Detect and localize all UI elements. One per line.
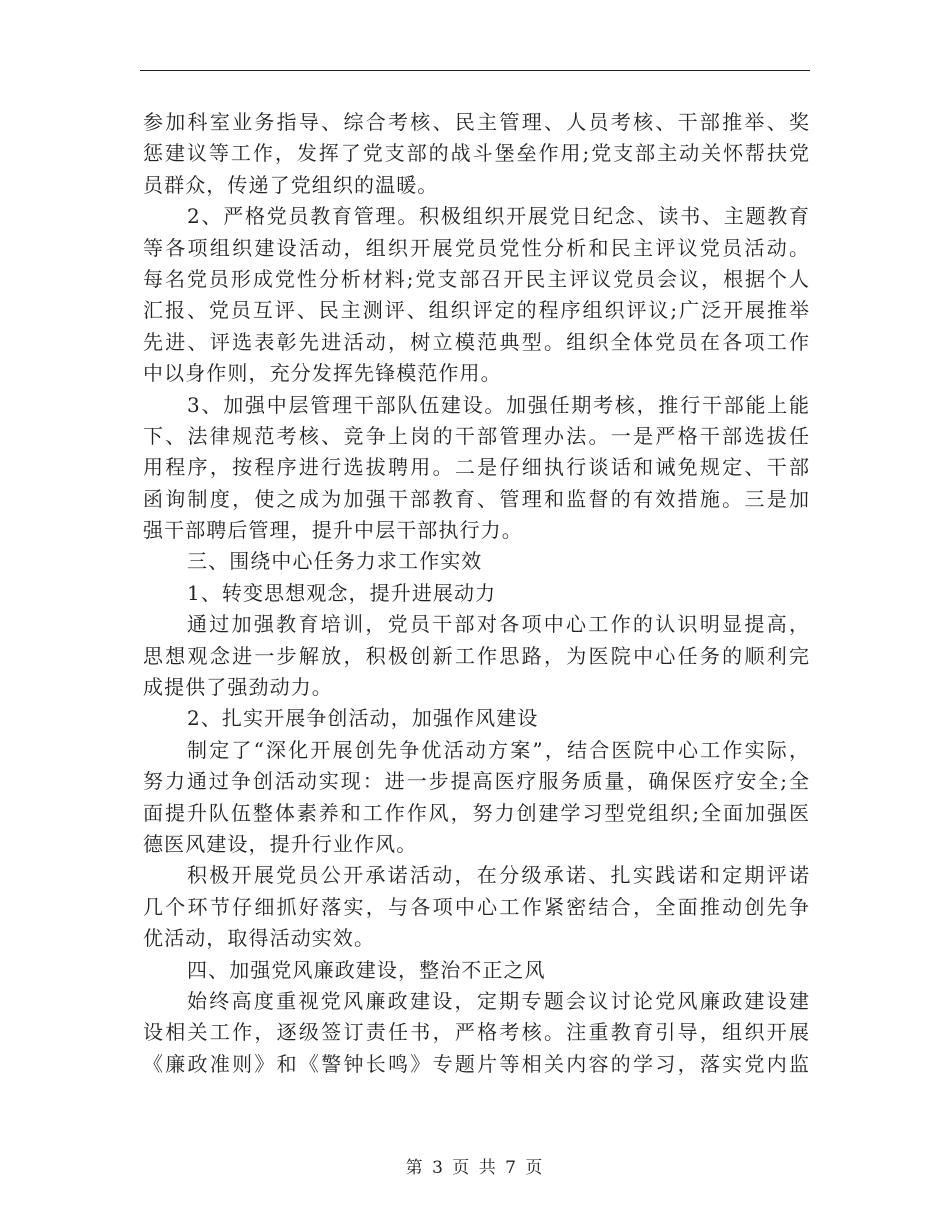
- text-line: 始终高度重视党风廉政建设，定期专题会议讨论党风廉政建设建: [187, 988, 809, 1013]
- text-line: 《廉政准则》和《警钟长鸣》专题片等相关内容的学习，落实党内监: [143, 1051, 809, 1076]
- section-heading: 三、围绕中心任务力求工作实效: [187, 549, 483, 574]
- text-line: 强干部聘后管理，提升中层干部执行力。: [143, 518, 523, 543]
- text-line: 中以身作则，充分发挥先锋模范作用。: [143, 361, 502, 386]
- subsection-heading: 2、扎实开展争创活动，加强作风建设: [187, 706, 539, 731]
- text-line: 汇报、党员互评、民主测评、组织评定的程序组织评议;广泛开展推举: [143, 298, 809, 323]
- text-line: 优活动，取得活动实效。: [143, 926, 376, 951]
- text-line: 下、法律规范考核、竞争上岗的干部管理办法。一是严格干部选拔任: [143, 423, 809, 448]
- text-line: 惩建议等工作，发挥了党支部的战斗堡垒作用;党支部主动关怀帮扶党: [143, 141, 809, 166]
- text-line: 面提升队伍整体素养和工作作风，努力创建学习型党组织;全面加强医: [143, 800, 809, 825]
- header-rule: [140, 70, 810, 71]
- text-line: 德医风建设，提升行业作风。: [143, 831, 418, 856]
- text-line: 努力通过争创活动实现：进一步提高医疗服务质量，确保医疗安全;全: [143, 769, 809, 794]
- document-body: [143, 107, 809, 1080]
- text-line: 几个环节仔细抓好落实，与各项中心工作紧密结合，全面推动创先争: [143, 894, 809, 919]
- text-line: 用程序，按程序进行选拔聘用。二是仔细执行谈话和诫免规定、干部: [143, 455, 809, 480]
- text-line: 思想观念进一步解放，积极创新工作思路，为医院中心任务的顺利完: [143, 643, 809, 668]
- text-line: 制定了“深化开展创先争优活动方案”，结合医院中心工作实际，: [187, 737, 809, 762]
- text-line: 参加科室业务指导、综合考核、民主管理、人员考核、干部推举、奖: [143, 110, 809, 134]
- text-line: 设相关工作，逐级签订责任书，严格考核。注重教育引导，组织开展: [143, 1020, 809, 1045]
- text-line: 等各项组织建设活动，组织开展党员党性分析和民主评议党员活动。: [143, 235, 809, 260]
- text-line: 成提供了强劲动力。: [143, 675, 333, 700]
- text-line: 积极开展党员公开承诺活动，在分级承诺、扎实践诺和定期评诺: [187, 863, 809, 888]
- text-line: 员群众，传递了党组织的温暖。: [143, 172, 439, 197]
- text-line: 先进、评选表彰先进活动，树立模范典型。组织全体党员在各项工作: [143, 329, 809, 354]
- text-line: 2、严格党员教育管理。积极组织开展党日纪念、读书、主题教育: [187, 204, 809, 229]
- text-line: 函询制度，使之成为加强干部教育、管理和监督的有效措施。三是加: [143, 486, 809, 511]
- section-heading: 四、加强党风廉政建设，整治不正之风: [187, 957, 546, 982]
- subsection-heading: 1、转变思想观念，提升进展动力: [187, 580, 497, 605]
- page-number-footer: 第 3 页 共 7 页: [405, 1158, 545, 1178]
- text-line: 通过加强教育培训，党员干部对各项中心工作的认识明显提高，: [187, 612, 809, 637]
- text-line: 每名党员形成党性分析材料;党支部召开民主评议党员会议，根据个人: [143, 266, 809, 291]
- text-line: 3、加强中层管理干部队伍建设。加强任期考核，推行干部能上能: [187, 392, 809, 417]
